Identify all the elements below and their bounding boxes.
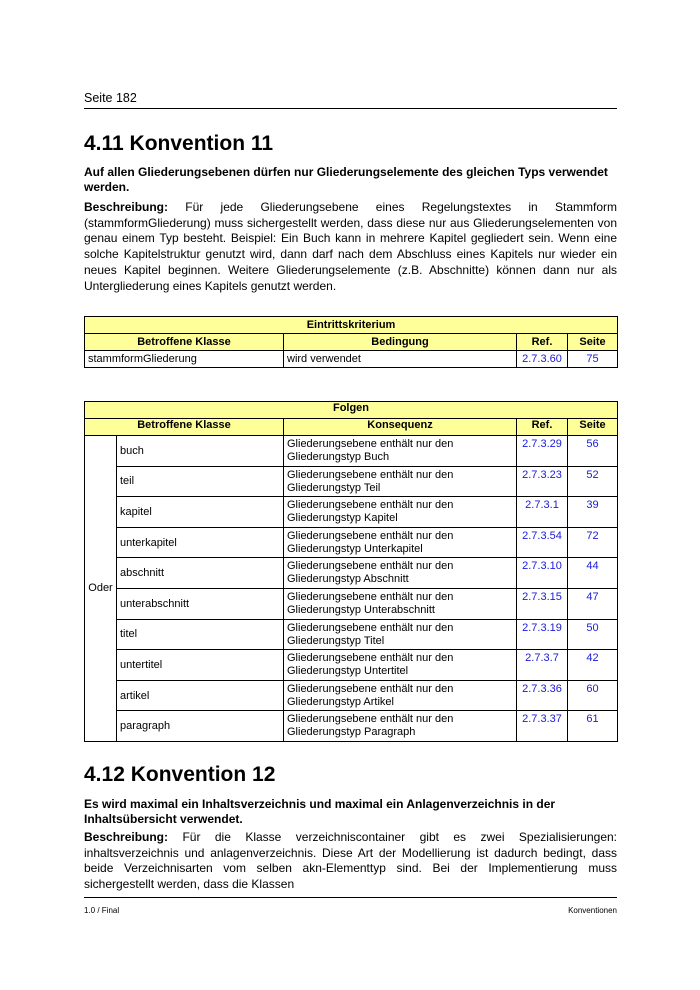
klasse-cell: teil: [117, 466, 284, 497]
page-link[interactable]: 44: [568, 558, 618, 589]
page-link[interactable]: 75: [568, 351, 618, 368]
ref-link[interactable]: 2.7.3.37: [517, 711, 568, 742]
column-header: Betroffene Klasse: [85, 334, 284, 351]
column-header: Konsequenz: [284, 419, 517, 436]
konsequenz-cell: Gliederungsebene enthält nur den Gliederungstyp Unterabschnitt: [284, 588, 517, 619]
section-title-4-11: 4.11 Konvention 11: [84, 132, 274, 155]
konsequenz-cell: Gliederungsebene enthält nur den Gliederungstyp Kapitel: [284, 497, 517, 528]
klasse-cell: unterabschnitt: [117, 588, 284, 619]
table-title: Folgen: [85, 402, 618, 419]
footer-divider: [84, 897, 617, 898]
konsequenz-cell: Gliederungsebene enthält nur den Gliederungstyp Artikel: [284, 680, 517, 711]
section-4-11-description: [84, 200, 617, 294]
header-divider: [84, 108, 617, 109]
column-header: Seite: [568, 419, 618, 436]
page-header-label: Seite 182: [84, 91, 137, 105]
ref-link[interactable]: 2.7.3.19: [517, 619, 568, 650]
table-row: [85, 436, 618, 467]
column-header: Bedingung: [284, 334, 517, 351]
ref-link[interactable]: 2.7.3.36: [517, 680, 568, 711]
konsequenz-cell: Gliederungsebene enthält nur den Gliederungstyp Untertitel: [284, 650, 517, 681]
table-row: [85, 527, 618, 558]
table-row: [85, 650, 618, 681]
klasse-cell: kapitel: [117, 497, 284, 528]
klasse-cell: stammformGliederung: [85, 351, 284, 368]
table-row: [85, 497, 618, 528]
section-4-12-lead: Es wird maximal ein Inhaltsverzeichnis und maximal ein Anlagenverzeichnis in der Inhaltsübersicht verwendet.: [84, 797, 556, 826]
page-link[interactable]: 61: [568, 711, 618, 742]
column-header: Ref.: [517, 334, 568, 351]
table-row: [85, 558, 618, 589]
bedingung-cell: wird verwendet: [284, 351, 517, 368]
konsequenz-cell: Gliederungsebene enthält nur den Gliederungstyp Teil: [284, 466, 517, 497]
page-link[interactable]: 47: [568, 588, 618, 619]
konsequenz-cell: Gliederungsebene enthält nur den Gliederungstyp Paragraph: [284, 711, 517, 742]
konsequenz-cell: Gliederungsebene enthält nur den Gliederungstyp Abschnitt: [284, 558, 517, 589]
description-text: Für die Klasse verzeichniscontainer gibt es zwei Spezialisierungen: inhaltsverzeichnis und anlagenverzeichnis. Diese Art der Modellierung ist dadurch bedingt, dass beide Verzeichnisarten vom selben akn-Elementtyp sind. Bei der Implementierung muss sichergestellt werden, dass die Klassen: [84, 830, 617, 892]
footer-version: 1.0 / Final: [84, 906, 120, 915]
description-text: Für jede Gliederungsebene eines Regelungstextes in Stammform (stammformGliederung) muss sichergestellt werden, dass diese nur aus Gliederungselementen von genau einem Typ besteht. Beispiel: Ein Buch kann in mehrere Kapitel gegliedert sein. Wenn eine solche Kapitelstruktur genutzt wird, dann darf nach dem Abschluss eines Kapitels nur wieder ein neues Kapitel beginnen. Weitere Gliederungselemente (z.B. Abschnitte) können dann nur als Untergliederung eines Kapitels genutzt werden.: [84, 200, 617, 293]
klasse-cell: artikel: [117, 680, 284, 711]
table-row: [85, 711, 618, 742]
column-header: Seite: [568, 334, 618, 351]
page-link[interactable]: 50: [568, 619, 618, 650]
footer-chapter: Konventionen: [568, 906, 617, 915]
ref-link[interactable]: 2.7.3.60: [517, 351, 568, 368]
ref-link[interactable]: 2.7.3.10: [517, 558, 568, 589]
table-row: [85, 466, 618, 497]
klasse-cell: buch: [117, 436, 284, 467]
ref-link[interactable]: 2.7.3.29: [517, 436, 568, 467]
page-link[interactable]: 52: [568, 466, 618, 497]
klasse-cell: unterkapitel: [117, 527, 284, 558]
table-row: [85, 619, 618, 650]
konsequenz-cell: Gliederungsebene enthält nur den Gliederungstyp Titel: [284, 619, 517, 650]
ref-link[interactable]: 2.7.3.1: [517, 497, 568, 528]
oder-group-label: Oder: [85, 436, 117, 742]
ref-link[interactable]: 2.7.3.7: [517, 650, 568, 681]
klasse-cell: abschnitt: [117, 558, 284, 589]
column-header: Ref.: [517, 419, 568, 436]
column-header: Betroffene Klasse: [85, 419, 284, 436]
folgen-table: [84, 401, 618, 742]
description-label: Beschreibung:: [84, 830, 169, 844]
ref-link[interactable]: 2.7.3.54: [517, 527, 568, 558]
page-link[interactable]: 39: [568, 497, 618, 528]
ref-link[interactable]: 2.7.3.23: [517, 466, 568, 497]
description-label: Beschreibung:: [84, 200, 169, 214]
section-4-11-lead: Auf allen Gliederungsebenen dürfen nur Gliederungselemente des gleichen Typs verwendet werden.: [84, 165, 608, 194]
klasse-cell: untertitel: [117, 650, 284, 681]
table-row: [85, 680, 618, 711]
page-link[interactable]: 72: [568, 527, 618, 558]
konsequenz-cell: Gliederungsebene enthält nur den Gliederungstyp Buch: [284, 436, 517, 467]
klasse-cell: titel: [117, 619, 284, 650]
eintrittskriterium-table: [84, 316, 618, 368]
klasse-cell: paragraph: [117, 711, 284, 742]
page-link[interactable]: 42: [568, 650, 618, 681]
page-link[interactable]: 60: [568, 680, 618, 711]
table-row: [85, 588, 618, 619]
section-title-4-12: 4.12 Konvention 12: [84, 763, 276, 786]
section-4-12-description: [84, 830, 617, 893]
konsequenz-cell: Gliederungsebene enthält nur den Gliederungstyp Unterkapitel: [284, 527, 517, 558]
ref-link[interactable]: 2.7.3.15: [517, 588, 568, 619]
page-link[interactable]: 56: [568, 436, 618, 467]
table-title: Eintrittskriterium: [85, 317, 618, 334]
